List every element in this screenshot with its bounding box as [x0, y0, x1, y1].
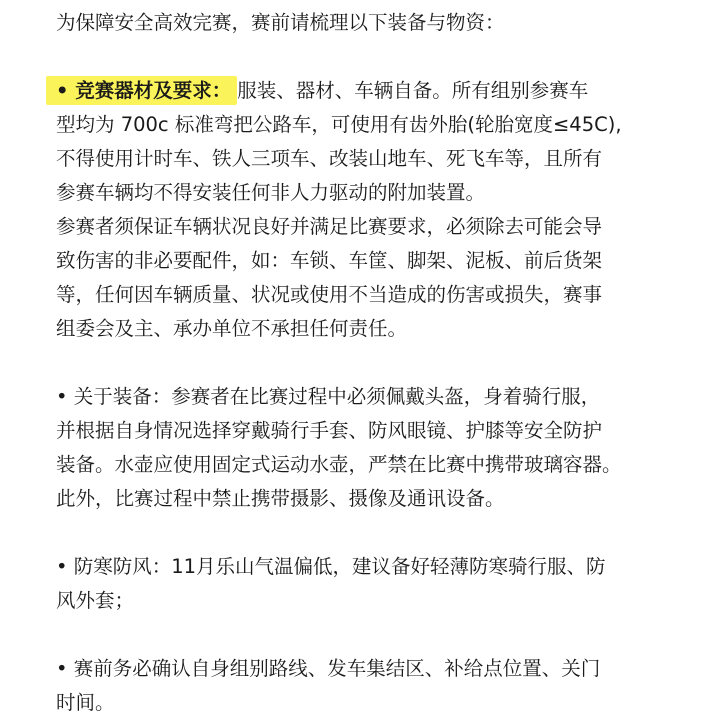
section1-line: 参赛者须保证车辆状况良好并满足比赛要求，必须除去可能会导 [56, 215, 603, 238]
section3-line: • 防寒防风：11月乐山气温偏低，建议备好轻薄防寒骑行服、防 [56, 555, 606, 578]
section2-line: 此外，比赛过程中禁止携带摄影、摄像及通讯设备。 [56, 487, 505, 510]
section1-line: 组委会及主、承办单位不承担任何责任。 [56, 317, 408, 340]
intro-text: 为保障安全高效完赛，赛前请梳理以下装备与物资： [56, 11, 505, 34]
section4-line: 时间。 [56, 691, 115, 714]
spacer [56, 516, 696, 550]
spacer [56, 618, 696, 652]
document-body [56, 0, 696, 720]
section2-line: • 关于装备：参赛者在比赛过程中必须佩戴头盔，身着骑行服， [56, 385, 601, 408]
section1-line: 参赛车辆均不得安装任何非人力驱动的附加装置。 [56, 181, 486, 204]
section1-first-line [56, 74, 696, 108]
section1-line: 不得使用计时车、铁人三项车、改装山地车、死飞车等，且所有 [56, 147, 603, 170]
spacer [56, 40, 696, 74]
section4-line: • 赛前务必确认自身组别路线、发车集结区、补给点位置、关门 [56, 657, 601, 680]
spacer [56, 346, 696, 380]
section1-line: 致伤害的非必要配件，如：车锁、车筐、脚架、泥板、前后货架 [56, 249, 603, 272]
section1-line: 型均为 700c 标准弯把公路车，可使用有齿外胎(轮胎宽度≤45C), [56, 113, 622, 136]
section2-line: 并根据自身情况选择穿戴骑行手套、防风眼镜、护膝等安全防护 [56, 419, 603, 442]
section2-line: 装备。水壶应使用固定式运动水壶，严禁在比赛中携带玻璃容器。 [56, 453, 622, 476]
section1-line: 等，任何因车辆质量、状况或使用不当造成的伤害或损失，赛事 [56, 283, 603, 306]
section1-heading-highlight: • 竞赛器材及要求： [46, 76, 237, 105]
section3-line: 风外套； [56, 589, 135, 612]
section1-line: 服装、器材、车辆自备。所有组别参赛车 [237, 79, 589, 102]
